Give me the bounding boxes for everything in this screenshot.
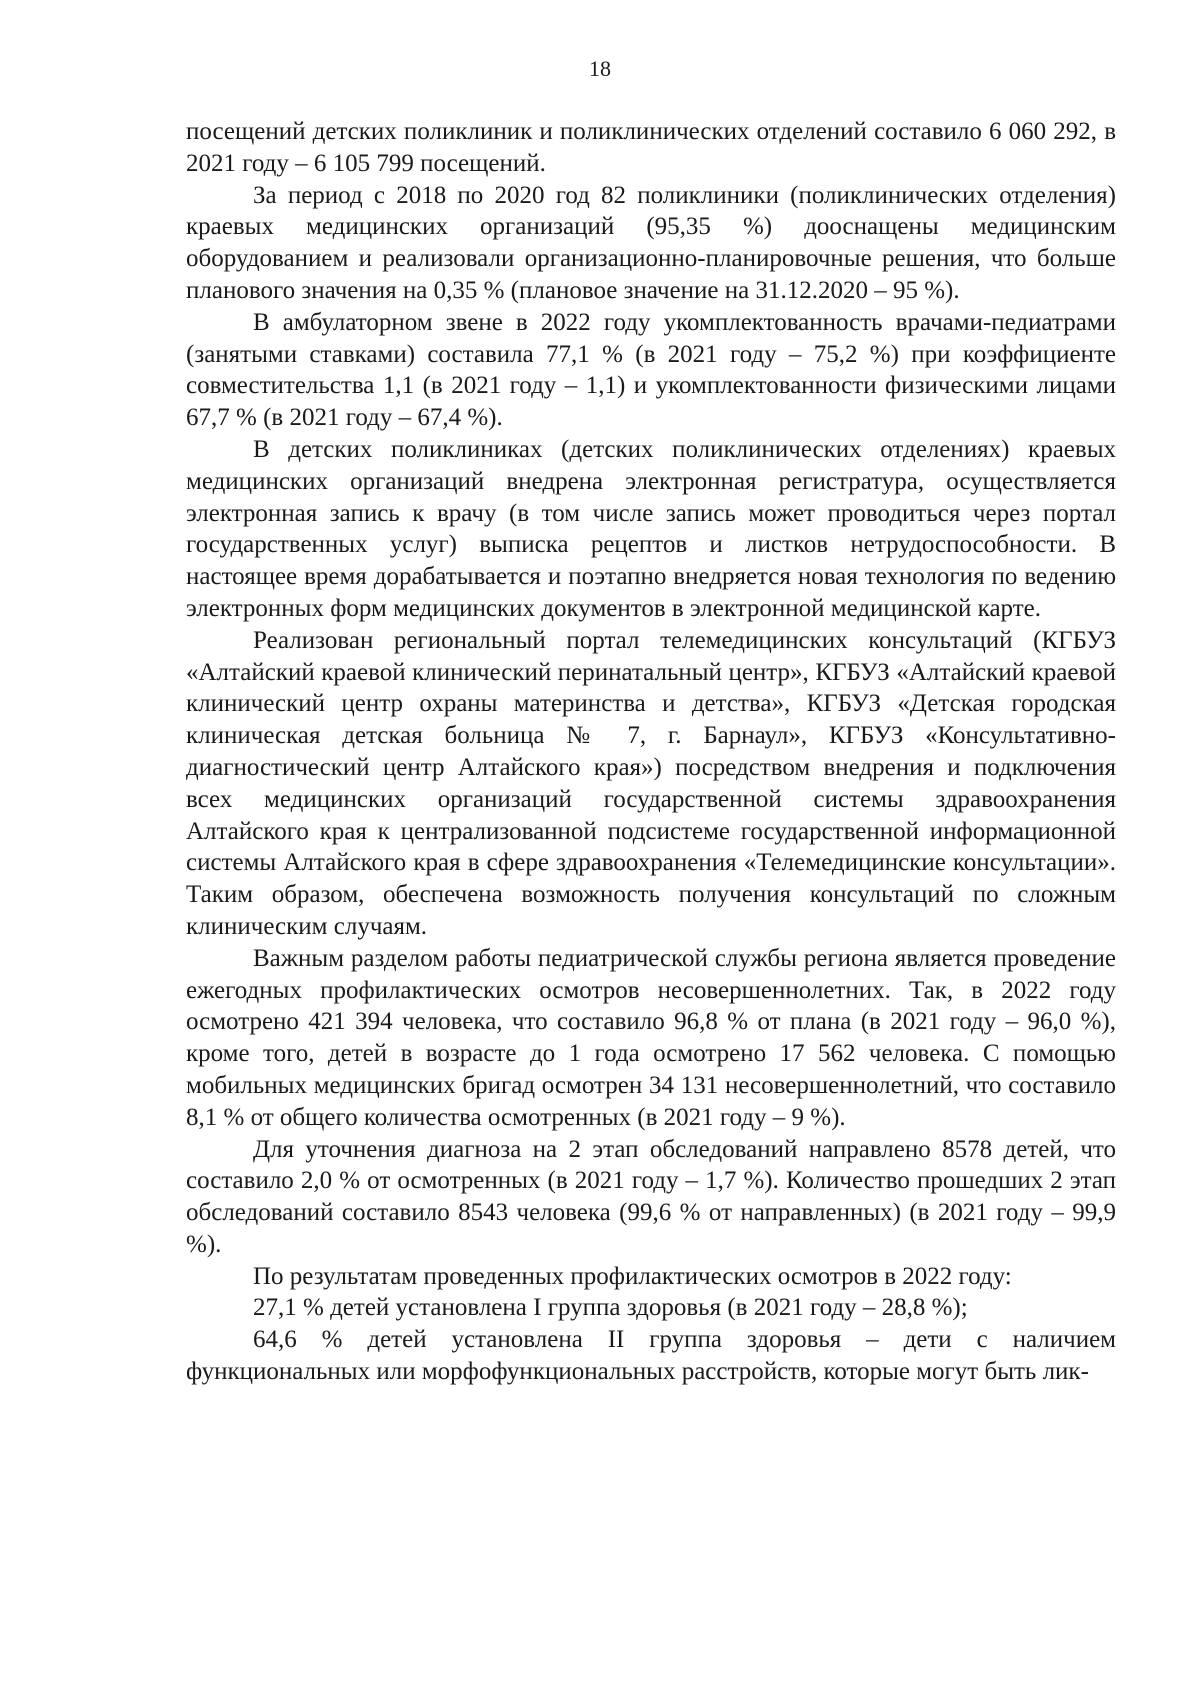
paragraph: В детских поликлиниках (детских поликлинических отделениях) краевых медицинских организаций внедрена электронная регистратура, осуществляется электронная запись к врачу (в том числе запись может проводиться через портал государственных услуг) выписка рецептов и листков нетрудоспособности. В настоящее время дорабатывается и поэтапно внедряется новая технология по ведению электронных форм медицинских документов в электронной медицинской карте. <box>186 435 1116 622</box>
paragraph: По результатам проведенных профилактических осмотров в 2022 году: <box>253 1262 1012 1290</box>
paragraph: Для уточнения диагноза на 2 этап обследований направлено 8578 детей, что составило 2,0 % от осмотренных (в 2021 году – 1,7 %). Количество прошедших 2 этап обследований составило 8543 человека (99,6 % от направленных) (в 2021 году – 99,9 %). <box>186 1135 1116 1258</box>
paragraph: 64,6 % детей установлена II группа здоровья – дети с наличием функциональных или морфофункциональных расстройств, которые могут быть лик- <box>186 1326 1116 1386</box>
paragraph: В амбулаторном звене в 2022 году укомплектованность врачами-педиатрами (занятыми ставками) составила 77,1 % (в 2021 году – 75,2 %) при коэффициенте совместительства 1,1 (в 2021 году – 1,1) и укомплектованности физическими лицами 67,7 % (в 2021 году – 67,4 %). <box>186 308 1116 432</box>
paragraph: За период с 2018 по 2020 год 82 поликлиники (поликлинических отделения) краевых медицинских организаций (95,35 %) дооснащены медицинским оборудованием и реализовали организационно-планировочные решения, что больше планового значения на 0,35 % (плановое значение на 31.12.2020 – 95 %). <box>186 181 1116 304</box>
document-body <box>186 116 1116 1388</box>
paragraph: 27,1 % детей установлена I группа здоровья (в 2021 году – 28,8 %); <box>253 1294 968 1322</box>
paragraph: Реализован региональный портал телемедицинских консультаций (КГБУЗ «Алтайский краевой клинический перинатальный центр», КГБУЗ «Алтайский краевой клинический центр охраны материнства и детства», КГБУЗ «Детская городская клиническая детская больница № 7, г. Барнаул», КГБУЗ «Консультативно-диагностический центр Алтайского края») посредством внедрения и подключения всех медицинских организаций государственной системы здравоохранения Алтайского края к централизованной подсистеме государственной информационной системы Алтайского края в сфере здравоохранения «Телемедицинские консультации». Таким образом, обеспечена возможность получения консультаций по сложным клиническим случаям. <box>186 626 1116 940</box>
paragraph: Важным разделом работы педиатрической службы региона является проведение ежегодных профилактических осмотров несовершеннолетних. Так, в 2022 году осмотрено 421 394 человека, что составило 96,8 % от плана (в 2021 году – 96,0 %), кроме того, детей в возрасте до 1 года осмотрено 17 562 человека. С помощью мобильных медицинских бригад осмотрен 34 131 несовершеннолетний, что составило 8,1 % от общего количества осмотренных (в 2021 году – 9 %). <box>186 944 1116 1131</box>
page-number: 18 <box>589 56 611 81</box>
paragraph-continuation: посещений детских поликлиник и поликлинических отделений составило 6 060 292, в 2021 году – 6 105 799 посещений. <box>186 118 1116 177</box>
